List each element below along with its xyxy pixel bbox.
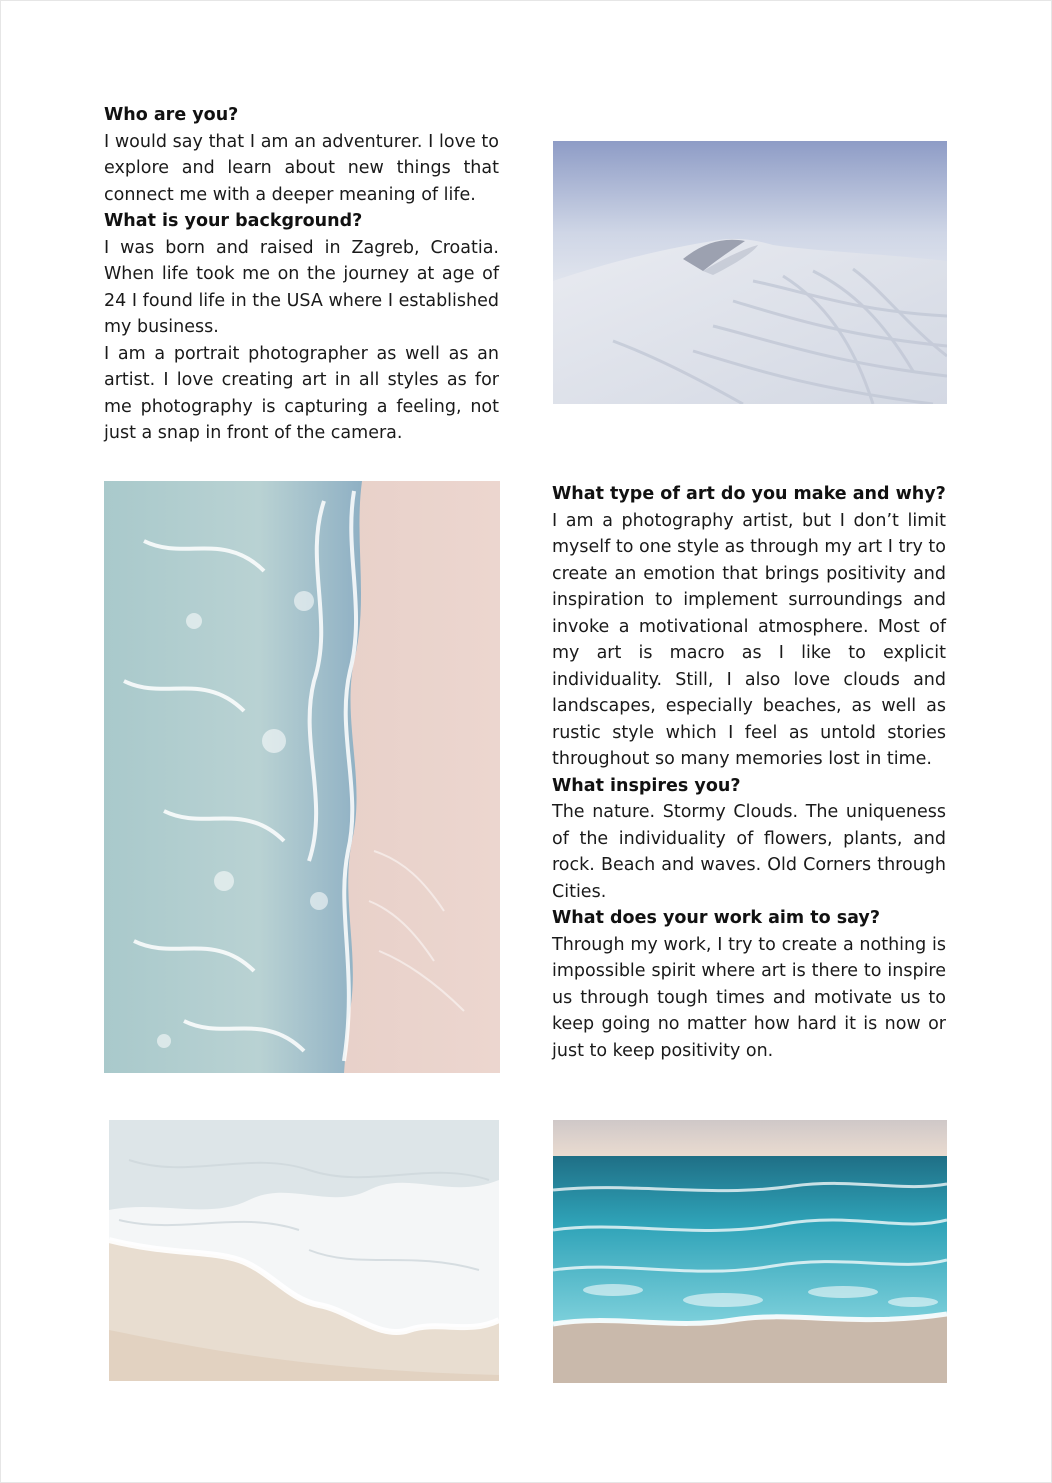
who-heading: Who are you? xyxy=(104,105,239,125)
background-body-1: I was born and raised in Zagreb, Croatia. When life took me on the journey at age of 24 I found life in the USA where I established my business. xyxy=(104,237,499,337)
background-body-2: I am a portrait photographer as well as an artist. I love creating art in all styles as for me photography is capturing a feeling, not just a snap in front of the camera. xyxy=(104,343,499,443)
art-type-heading: What type of art do you make and why? xyxy=(552,484,946,504)
shoreline-aerial-photo xyxy=(104,481,500,1073)
art-type-body: I am a photography artist, but I don’t limit myself to one style as through my art I try to create an emotion that brings positivity and inspiration to implement surroundings and invoke a motivational atmosphere. Most of my art is macro as I like to explicit individuality. Still, I also love clouds and landscapes, especially beaches, as well as rustic style which I feel as untold stories throughout so many memories lost in time. xyxy=(552,510,946,769)
ocean-wave-photo xyxy=(553,1120,947,1383)
aim-body: Through my work, I try to create a nothing is impossible spirit where art is there to inspire us through tough times and motivate us to keep going no matter how hard it is now or just to keep positivity on. xyxy=(552,934,946,1061)
inspires-heading: What inspires you? xyxy=(552,775,741,796)
background-heading: What is your background? xyxy=(104,211,363,231)
aim-heading: What does your work aim to say? xyxy=(552,908,880,928)
who-body: I would say that I am an adventurer. I love to explore and learn about new things that connect me with a deeper meaning of life. xyxy=(104,131,499,205)
foam-beach-photo xyxy=(109,1120,499,1381)
snow-dunes-photo xyxy=(553,141,947,404)
intro-text-block xyxy=(104,102,499,447)
art-text-block xyxy=(552,481,946,1064)
inspires-body: The nature. Stormy Clouds. The uniqueness of the individuality of flowers, plants, and rock. Beach and waves. Old Corners through Cities. xyxy=(552,802,946,902)
